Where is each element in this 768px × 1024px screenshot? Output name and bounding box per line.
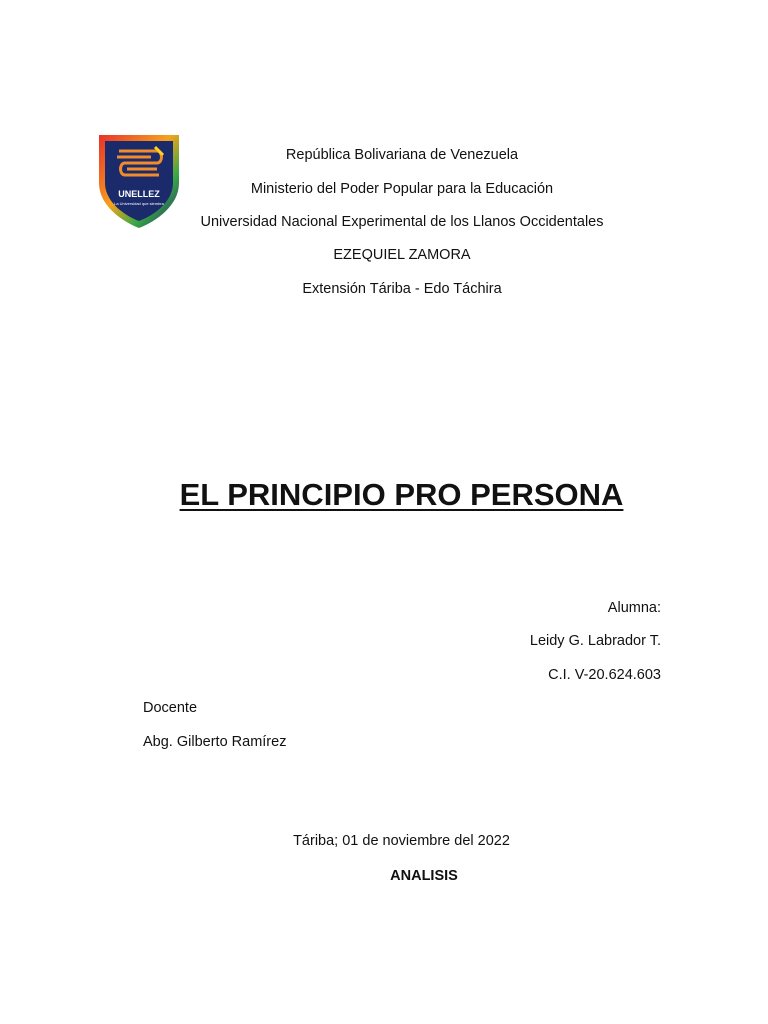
logo-motto: La Universidad que siembra bbox=[114, 201, 164, 206]
logo-text: UNELLEZ bbox=[118, 189, 160, 199]
header-extension: Extensión Táriba - Edo Táchira bbox=[302, 281, 502, 297]
header-university-name: EZEQUIEL ZAMORA bbox=[333, 247, 471, 263]
teacher-label: Docente bbox=[143, 700, 198, 716]
teacher-name: Abg. Gilberto Ramírez bbox=[143, 734, 287, 750]
document-date: Táriba; 01 de noviembre del 2022 bbox=[293, 833, 510, 849]
student-id: C.I. V-20.624.603 bbox=[548, 667, 661, 683]
student-label: Alumna: bbox=[607, 600, 661, 616]
student-name: Leidy G. Labrador T. bbox=[529, 633, 661, 649]
section-heading: ANALISIS bbox=[390, 868, 458, 884]
header-university: Universidad Nacional Experimental de los Llanos Occidentales bbox=[200, 214, 604, 230]
header-ministry: Ministerio del Poder Popular para la Educación bbox=[250, 181, 554, 197]
document-title: EL PRINCIPIO PRO PERSONA bbox=[179, 477, 624, 512]
header-country: República Bolivariana de Venezuela bbox=[285, 147, 519, 163]
